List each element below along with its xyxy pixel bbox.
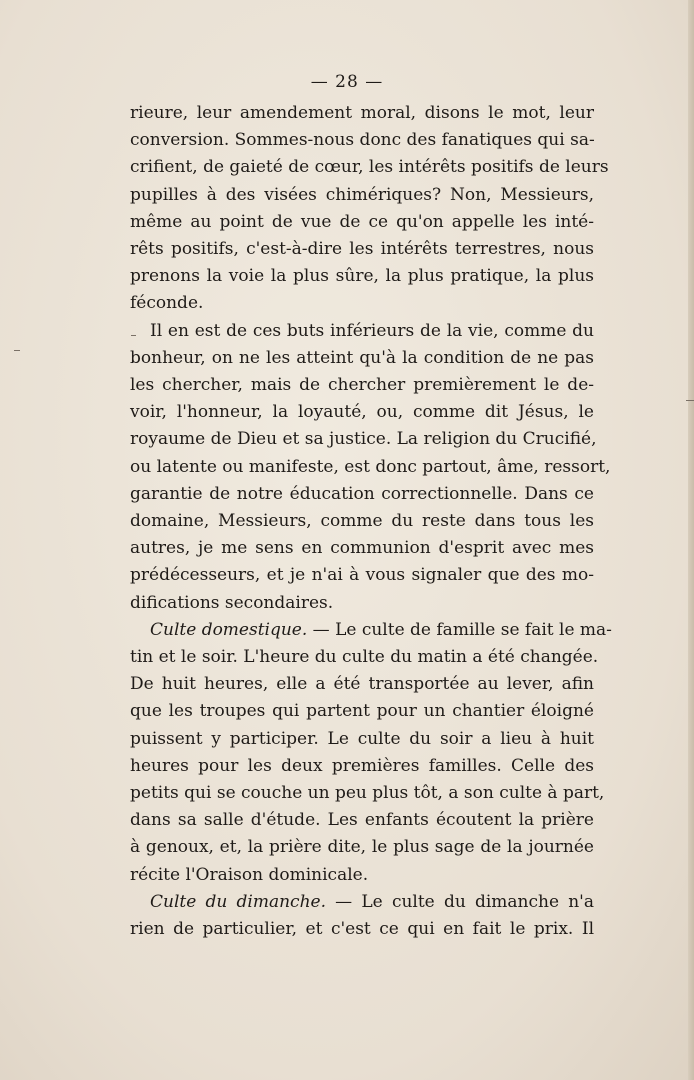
paragraph-1 (130, 100, 609, 318)
paragraph-2 (130, 318, 611, 617)
text-line: à genoux, et, la prière dite, le plus sage de la journée (130, 837, 594, 858)
text-line: prédécesseurs, et je n'ai à vous signaler que des mo- (130, 565, 594, 586)
text-line: bonheur, on ne les atteint qu'à la condition de ne pas (130, 347, 594, 368)
text-fragment: — Le culte du dimanche n'a (325, 891, 594, 912)
text-line (130, 617, 612, 644)
text-line: De huit heures, elle a été transportée au lever, afin (130, 674, 594, 695)
paragraph-4 (130, 889, 594, 943)
text-line: royaume de Dieu et sa justice. La religion du Crucifié, (130, 429, 597, 450)
text-line: tin et le soir. L'heure du culte du matin a été changée. (130, 647, 599, 668)
text-line: Il en est de ces buts inférieurs de la vie, comme du (150, 320, 594, 341)
text-line: que les troupes qui partent pour un chantier éloigné (130, 701, 594, 722)
page-edge (688, 0, 694, 1080)
text-line: dans sa salle d'étude. Les enfants écoutent la prière (130, 810, 594, 831)
text-line: ou latente ou manifeste, est donc partout, âme, ressort, (130, 456, 611, 477)
text-line: rien de particulier, et c'est ce qui en fait le prix. Il (130, 919, 594, 940)
text-line: difications secondaires. (130, 592, 334, 613)
text-line: rieure, leur amendement moral, disons le mot, leur (130, 103, 594, 123)
text-line: les chercher, mais de chercher premièrement le de- (130, 375, 594, 396)
text-line: crifient, de gaieté de cœur, les intérêts positifs de leurs (130, 157, 609, 178)
margin-mark (14, 350, 20, 351)
section-lead: Culte domestique. (150, 619, 308, 640)
text-line (130, 889, 594, 916)
section-lead: Culte du dimanche. (150, 891, 326, 912)
body-text (130, 100, 612, 943)
text-line: autres, je me sens en communion d'esprit avec mes (130, 538, 594, 559)
text-line: puissent y participer. Le culte du soir a lieu à huit (130, 728, 594, 749)
page-number: — 28 — (310, 72, 384, 92)
text-line: voir, l'honneur, la loyauté, ou, comme dit Jésus, le (130, 402, 594, 423)
text-line: féconde. (130, 293, 204, 314)
text-line: même au point de vue de ce qu'on appelle les inté- (130, 211, 594, 232)
text-line: domaine, Messieurs, comme du reste dans tous les (130, 511, 594, 532)
text-fragment: — Le culte de famille se fait le ma- (307, 619, 612, 640)
text-line: petits qui se couche un peu plus tôt, a son culte à part, (130, 783, 605, 804)
text-line: conversion. Sommes-nous donc des fanatiques qui sa- (130, 130, 595, 151)
margin-mark (686, 400, 694, 401)
text-line: prenons la voie la plus sûre, la plus pratique, la plus (130, 266, 594, 287)
text-line: pupilles à des visées chimériques? Non, Messieurs, (130, 184, 594, 205)
text-line: garantie de notre éducation correctionnelle. Dans ce (130, 483, 594, 504)
text-line: heures pour les deux premières familles. Celle des (130, 755, 594, 776)
text-line: rêts positifs, c'est-à-dire les intérêts terrestres, nous (130, 239, 594, 260)
text-line: récite l'Oraison dominicale. (130, 864, 369, 885)
paragraph-3 (130, 617, 612, 889)
